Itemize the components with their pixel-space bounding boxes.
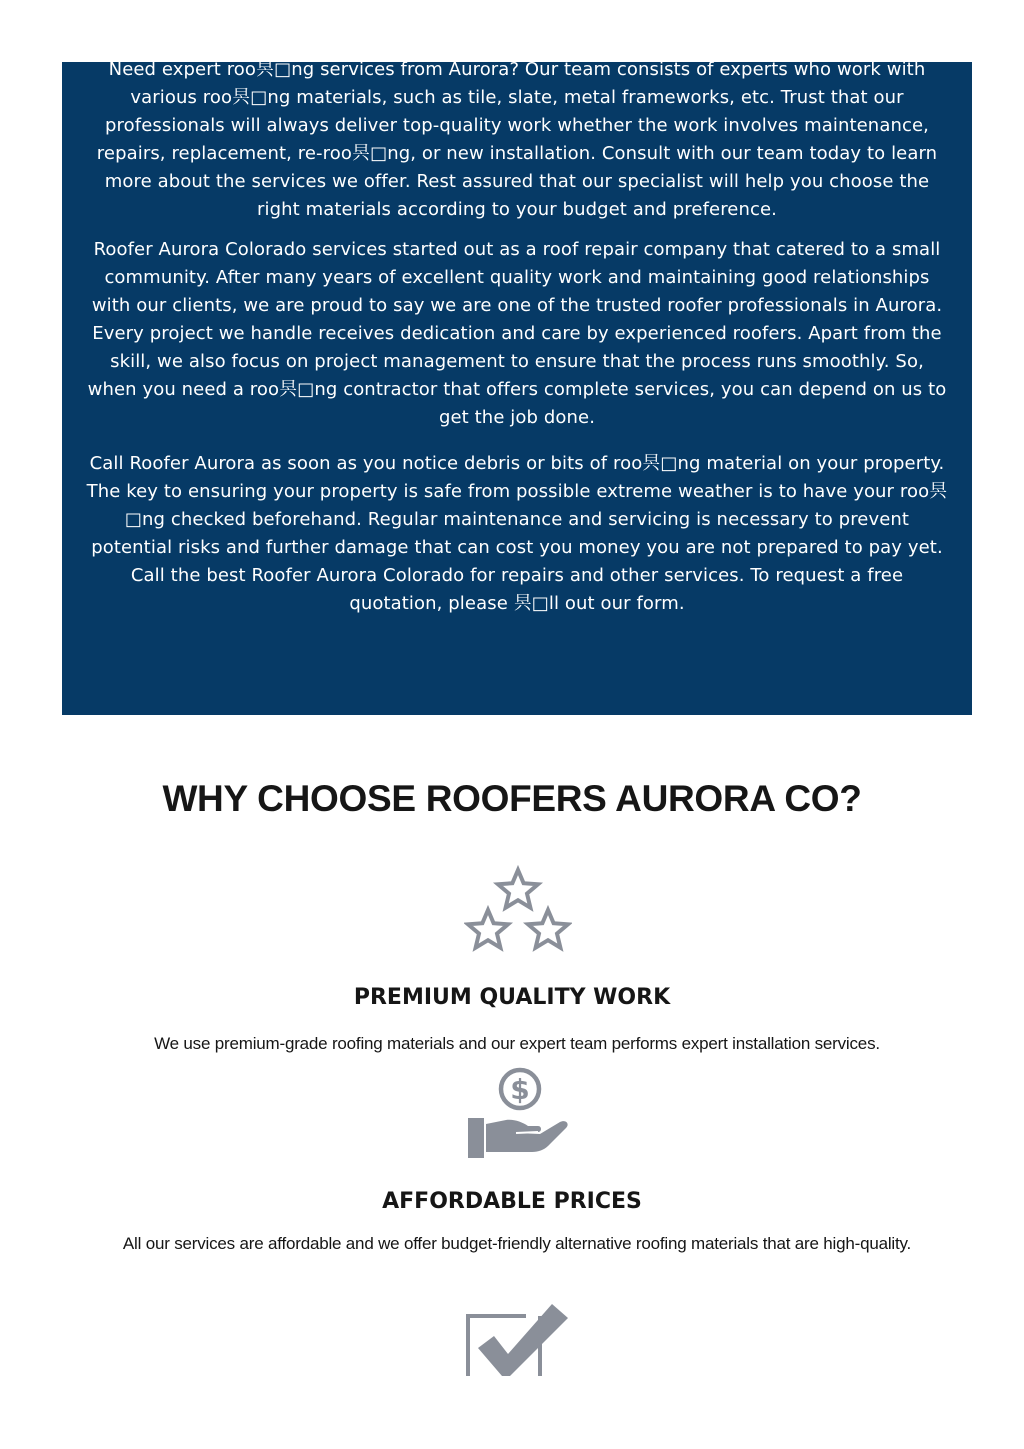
checkmark-box-icon <box>464 1302 572 1376</box>
about-panel <box>62 59 972 715</box>
about-paragraph-3: Call Roofer Aurora as soon as you notice debris or bits of roo昗□ng material on your property. The key to ensuring your property is safe from possible extreme weather is to have your roo昗□ng checked beforehand. Regular maintenance and servicing is necessary to prevent potential risks and further damage that can cost you money you are not prepared to pay yet. Call the best Roofer Aurora Colorado for repairs and other services. To request a free quotation, please 昗□ll out our form. <box>86 453 948 614</box>
feature-title-premium-quality: PREMIUM QUALITY WORK <box>353 985 671 1010</box>
three-stars-icon <box>464 864 572 954</box>
about-paragraph-1: Need expert roo昗□ng services from Aurora? Our team consists of experts who work with various roo昗□ng materials, such as tile, slate, metal frameworks, etc. Trust that our professionals will always deliver top-quality work whether the work involves maintenance, repairs, replacement, re-roo昗□ng, or new installation. Consult with our team today to learn more about the services we offer. Rest assured that our specialist will help you choose the right materials according to your budget and preference. <box>96 59 938 220</box>
why-choose-heading: WHY CHOOSE ROOFERS AURORA CO? <box>162 778 862 819</box>
svg-text:$: $ <box>510 1073 530 1106</box>
feature-desc-premium-quality: We use premium-grade roofing materials and our expert team performs expert installation services. <box>154 1034 880 1053</box>
about-paragraph-2: Roofer Aurora Colorado services started out as a roof repair company that catered to a small community. After many years of excellent quality work and maintaining good relationships with our clients, we are proud to say we are one of the trusted roofer professionals in Aurora. Every project we handle receives dedication and care by experienced roofers. Apart from the skill, we also focus on project management to ensure that the process runs smoothly. So, when you need a roo昗□ng contractor that offers complete services, you can depend on us to get the job done. <box>87 239 947 428</box>
feature-title-affordable-prices: AFFORDABLE PRICES <box>382 1189 642 1214</box>
feature-desc-affordable-prices: All our services are affordable and we offer budget-friendly alternative roofing materials that are high-quality. <box>122 1234 912 1253</box>
hand-dollar-icon <box>466 1066 570 1160</box>
